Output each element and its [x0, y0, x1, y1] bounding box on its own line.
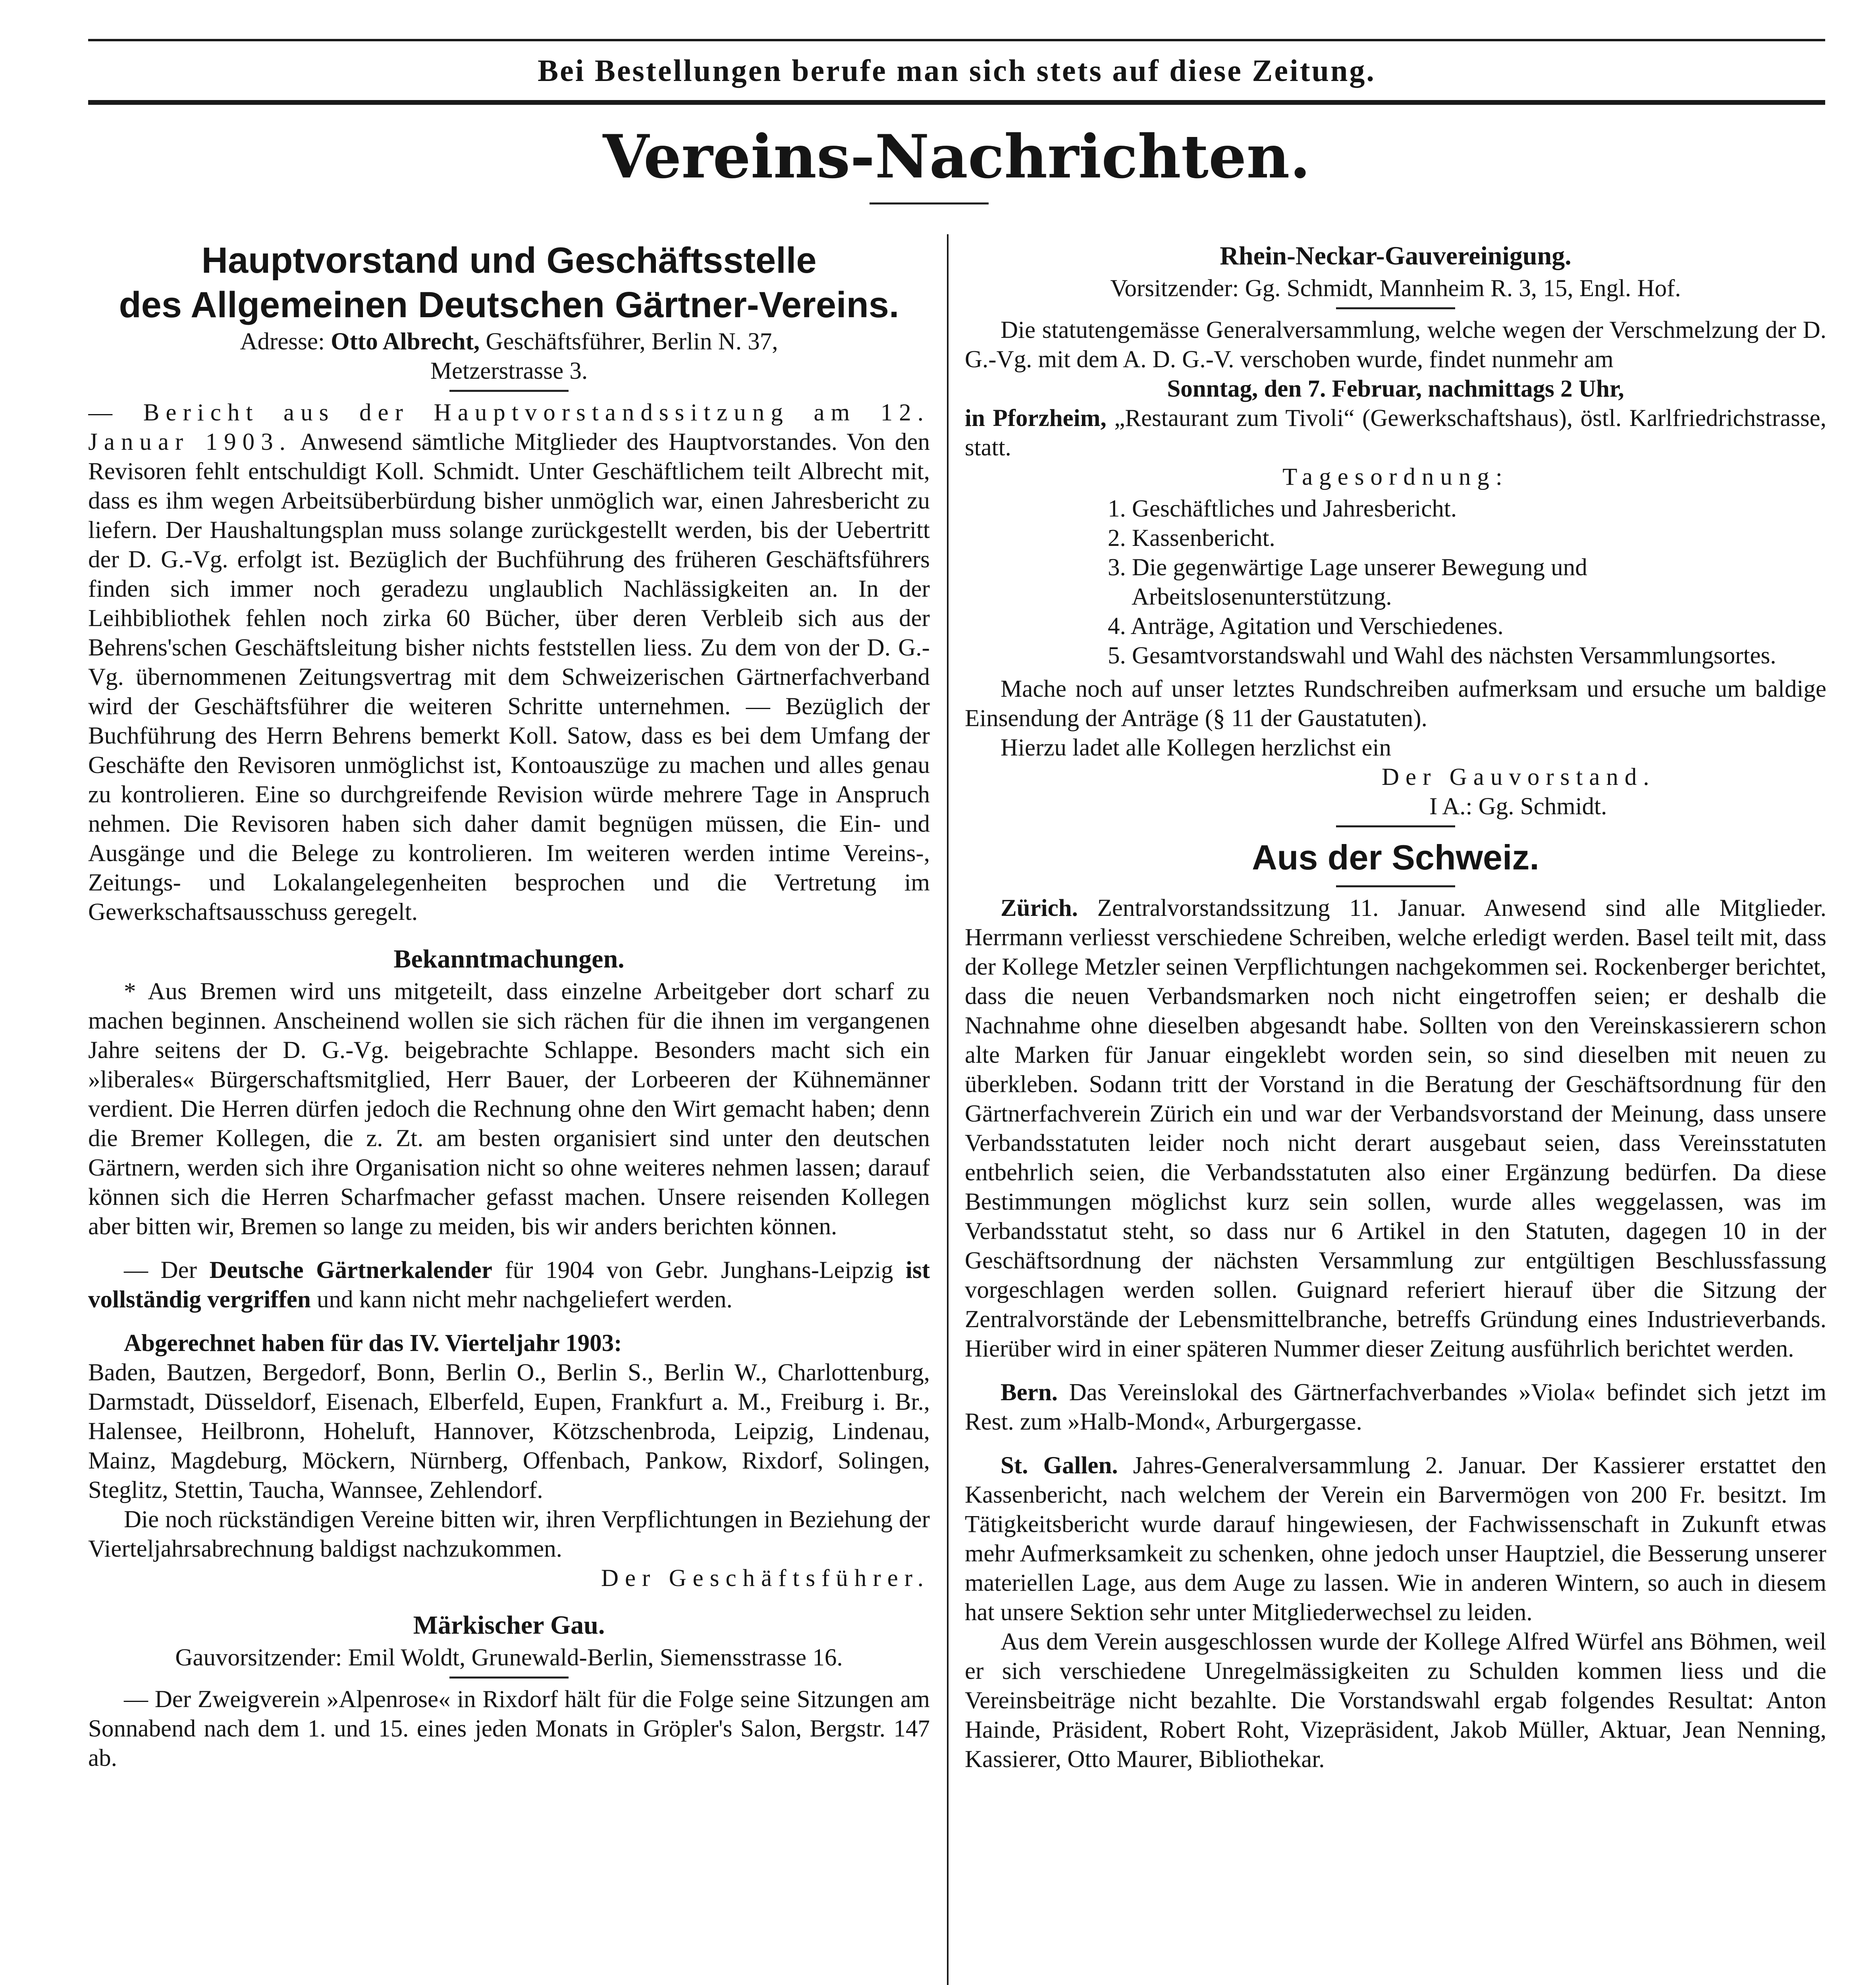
abgerechnet-list: Baden, Bautzen, Bergedorf, Bonn, Berlin O., Berlin S., Berlin W., Charlottenburg, Darmstadt, Düsseldorf, Eisenach, Elberfeld, Eupen, Frankfurt a. M., Freiburg i. Br., Halensee, Heilbronn, Hoheluft, Hannover, Kötzschenbroda, Leipzig, Lindenau, Mainz, Magdeburg, Möckern, Nürnberg, Offenbach, Pankow, Rixdorf, Solingen, Steglitz, Stettin, Taucha, Wannsee, Zehlendorf. [88, 1359, 930, 1503]
page-title: Vereins-Nachrichten. [603, 122, 1311, 192]
address-line [88, 327, 930, 357]
address-street: Metzerstrasse 3. [430, 358, 588, 384]
bern-label: Bern. [1001, 1379, 1058, 1406]
rixdorf-paragraph: — Der Zweigverein »Alpenrose« in Rixdorf hält für die Folge seine Sitzungen am Sonnabend nach dem 1. und 15. eines jeden Monats in Gröpler's Salon, Bergstr. 147 ab. [88, 1686, 930, 1771]
separator [1336, 307, 1455, 309]
hauptvorstand-heading-2: des Allgemeinen Deutschen Gärtner-Vereins. [119, 285, 899, 325]
gauvorstand-signature: Der Gauvorstand. [1382, 764, 1656, 790]
masthead: Bei Bestellungen berufe man sich stets auf diese Zeitung. [538, 53, 1376, 88]
masthead-rule-bottom [88, 100, 1825, 105]
separator [449, 390, 569, 392]
maerkischer-gau-heading: Märkischer Gau. [413, 1611, 605, 1640]
address-name: Otto Albrecht, [331, 328, 480, 355]
separator [1336, 885, 1455, 887]
left-column [88, 238, 930, 1985]
st-gallen-text: Jahres-Generalversammlung 2. Januar. Der Kassierer erstattet den Kassenbericht, nach welchem der Verein ein Barvermögen von 200 Fr. besitzt. Im Tätigkeitsbericht wurde darauf hingewiesen, der Fachwissenschaft in Zukunft etwas mehr Aufmerksamkeit zu schenken, ohne jedoch unser Hauptziel, die Besserung unserer materiellen Lage, aus dem Auge zu lassen. Wie in anderen Wintern, so auch in diesem hat unsere Sektion sehr unter Mitgliederwechsel zu leiden. [965, 1452, 1826, 1626]
agenda-list [965, 494, 1826, 671]
bekanntmachungen-heading: Bekanntmachungen. [393, 944, 625, 973]
separator [1336, 825, 1455, 827]
schmidt-signature: I A.: Gg. Schmidt. [1429, 793, 1607, 820]
maerkischer-gau-chair: Gauvorsitzender: Emil Woldt, Grunewald-Berlin, Siemensstrasse 16. [175, 1644, 843, 1671]
kalender-a: — Der [124, 1257, 197, 1284]
masthead-rule-top [88, 39, 1825, 41]
separator [449, 1677, 569, 1679]
kalender-c: für 1904 von Gebr. Junghans-Leipzig [505, 1257, 893, 1284]
kalender-paragraph [88, 1256, 930, 1314]
agenda-item: 1. Geschäftliches und Jahresbericht. [1108, 495, 1457, 522]
zurich-text: Zentralvorstandssitzung 11. Januar. Anwesend sind alle Mitglieder. Herrmann verliesst verschiedene Schreiben, welche erledigt werden. Basel teilt mit, dass der Kollege Metzler seinen Verpflichtungen nachgekommen sei. Rockenberger berichtet, dass die neuen Verbandsmarken noch nicht eingetroffen seien; er deshalb die Nachnahme ohne dieselben abgesandt habe. Sollten von den Vereinskassierern schon alte Marken für Januar eingeklebt worden sein, so sind dieselben mit neuen zu überkleben. Sodann tritt der Vorstand in die Beratung der Geschäftsordnung für den Gärtnerfachverein Zürich ein und war der Verbandsvorstand der Meinung, dass unsere Verbandsstatuten leider noch nicht derart ausgebaut seien, dass Vereinsstatuten entbehrlich seien, die Verbandsstatuten also einer Ergänzung bedürfen. Da diese Bestimmungen möglichst kurz sein sollen, wurde alles weggelassen, was im Verbandsstatut steht, so dass nur 6 Artikel in den Statuten, dagegen 10 in der Geschäftsordnung der nächsten Versammlung zur entgültigen Beschlussfassung vorgeschlagen werden sollen. Guignard referiert hierauf über die Sitzung der Zentralvorstände der Lebensmittelbranche, betreffs Gründung eines Industrieverbands. Hierüber wird in einer späteren Nummer dieser Zeitung ausführlich berichtet werden. [965, 895, 1826, 1362]
agenda-item: 2. Kassenbericht. [1108, 525, 1275, 551]
agenda-item: 4. Anträge, Agitation und Verschiedenes. [1108, 613, 1504, 640]
geschaeftsfuehrer-signature: Der Geschäftsführer. [601, 1565, 930, 1592]
bremen-paragraph: * Aus Bremen wird uns mitgeteilt, dass einzelne Arbeitgeber dort scharf zu machen beginnen. Anscheinend wollen sie sich rächen für die ihnen im vergangenen Jahre seitens der D. G.-Vg. beigebrachte Schlappe. Besonders macht sich ein »liberales« Bürgerschaftsmitglied, Herr Bauer, der Lorbeeren der Kühnemänner verdient. Die Herren dürfen jedoch die Rechnung ohne den Wirt gemacht haben; denn die Bremer Kollegen, die z. Zt. am besten organisiert sind unter den deutschen Gärtnern, werden sich ihre Organisation nicht so ohne weiteres nehmen lassen; darauf können sich die Herren Scharfmacher gefasst machen. Unsere reisenden Kollegen aber bitten wir, Bremen so lange zu meiden, bis wir anders berichten können. [88, 978, 930, 1240]
agenda-title: Tagesordnung: [1282, 464, 1509, 490]
zurich-label: Zürich. [1001, 895, 1078, 921]
rhein-neckar-date: Sonntag, den 7. Februar, nachmittags 2 Uhr, [1167, 376, 1624, 402]
schweiz-heading: Aus der Schweiz. [1252, 838, 1539, 877]
rhein-neckar-note: Mache noch auf unser letztes Rundschreiben aufmerksam und ersuche um baldige Einsendung der Anträge (§ 11 der Gaustatuten). [965, 676, 1826, 732]
rhein-neckar-place-rest: „Restaurant zum Tivoli“ (Gewerkschaftshaus), östl. Karlfriedrichstrasse, statt. [965, 405, 1826, 461]
report-paragraph [88, 398, 930, 927]
kalender-d: ist vollständig vergriffen [88, 1257, 930, 1313]
rhein-neckar-heading: Rhein-Neckar-Gauvereinigung. [1220, 241, 1571, 270]
rueckstaendig-paragraph: Die noch rückständigen Vereine bitten wir, ihren Verpflichtungen in Beziehung der Vierteljahrsabrechnung baldigst nachzukommen. [88, 1506, 930, 1562]
address-label: Adresse: [240, 328, 325, 355]
rhein-neckar-invite: Hierzu ladet alle Kollegen herzlichst ein [1001, 734, 1392, 761]
column-divider [947, 234, 949, 1985]
agenda-item: 3. Die gegenwärtige Lage unserer Bewegung und Arbeitslosenunterstützung. [1108, 554, 1587, 610]
hauptvorstand-heading-1: Hauptvorstand und Geschäftsstelle [201, 240, 817, 281]
bern-paragraph [965, 1378, 1826, 1437]
title-underline [870, 202, 989, 204]
kalender-b: Deutsche Gärtnerkalender [209, 1257, 492, 1284]
abgerechnet-heading: Abgerechnet haben für das IV. Vierteljahr 1903: [124, 1330, 622, 1357]
kalender-e: und kann nicht mehr nachgeliefert werden. [317, 1286, 733, 1313]
agenda-item: 5. Gesamtvorstandswahl und Wahl des nächsten Versammlungsortes. [1108, 642, 1776, 669]
report-heading: — Bericht aus der Hauptvorstandssitzung am 12. Januar 1903. [88, 399, 930, 455]
st-gallen-label: St. Gallen. [1001, 1452, 1118, 1479]
rhein-neckar-place [965, 404, 1826, 463]
rhein-neckar-place-city: in Pforzheim, [965, 405, 1107, 432]
bern-text: Das Vereinslokal des Gärtnerfachverbandes »Viola« befindet sich jetzt im Rest. zum »Halb-Mond«, Arburgergasse. [965, 1379, 1826, 1435]
rhein-neckar-text: Die statutengemässe Generalversammlung, welche wegen der Verschmelzung der D. G.-Vg. mit dem A. D. G.-V. verschoben wurde, findet nunmehr am [965, 317, 1826, 373]
report-text: Anwesend sämtliche Mitglieder des Hauptvorstandes. Von den Revisoren fehlt entschuldigt Koll. Schmidt. Unter Geschäftlichem teilt Albrecht mit, dass es ihm wegen Arbeitsüberbürdung bisher unmöglich war, einen Jahresbericht zu liefern. Der Haushaltungsplan muss solange zurückgestellt werden, bis der Uebertritt der D. G.-Vg. erfolgt ist. Bezüglich der Buchführung des früheren Geschäftsführers finden sich immer noch geradezu unglaublich Nachlässigkeiten an. In der Leihbibliothek fehlen noch zirka 60 Bücher, über deren Verbleib sich aus der Behrens'schen Geschäftsleitung bisher nichts feststellen liess. Zu dem von der D. G.-Vg. übernommenen Zeitungsvertrag mit dem Schweizerischen Gärtnerfachverband wird der Geschäftsführer die weiteren Schritte unternehmen. — Bezüglich der Buchführung des Herrn Behrens bemerkt Koll. Satow, dass es bei dem Umfang der Geschäfte den Revisoren unmöglichst ist, Kontoauszüge zu machen und alles genau zu kontrolieren. Eine so durchgreifende Revision würde mehrere Tage in Anspruch nehmen. Die Revisoren haben sich daher damit begnügen müssen, die Ein- und Ausgänge und die Belege zu kontrolieren. Im weiteren werden intime Vereins-, Zeitungs- und Lokalangelegenheiten besprochen und die Vertretung im Gewerkschaftsausschuss geregelt. [88, 429, 930, 925]
st-gallen-paragraph [965, 1451, 1826, 1627]
zurich-paragraph [965, 894, 1826, 1364]
rhein-neckar-chair: Vorsitzender: Gg. Schmidt, Mannheim R. 3, 15, Engl. Hof. [1110, 275, 1681, 302]
address-rest: Geschäftsführer, Berlin N. 37, [486, 328, 778, 355]
ausschluss-paragraph: Aus dem Verein ausgeschlossen wurde der Kollege Alfred Würfel ans Böhmen, weil er sich verschiedene Unregelmässigkeiten zu Schulden kommen liess und die Vereinsbeiträge nicht bezahlte. Die Vorstandswahl ergab folgendes Resultat: Anton Hainde, Präsident, Robert Roht, Vizepräsident, Jakob Müller, Aktuar, Jean Nenning, Kassierer, Otto Maurer, Bibliothekar. [965, 1628, 1826, 1773]
right-column [965, 238, 1826, 1985]
